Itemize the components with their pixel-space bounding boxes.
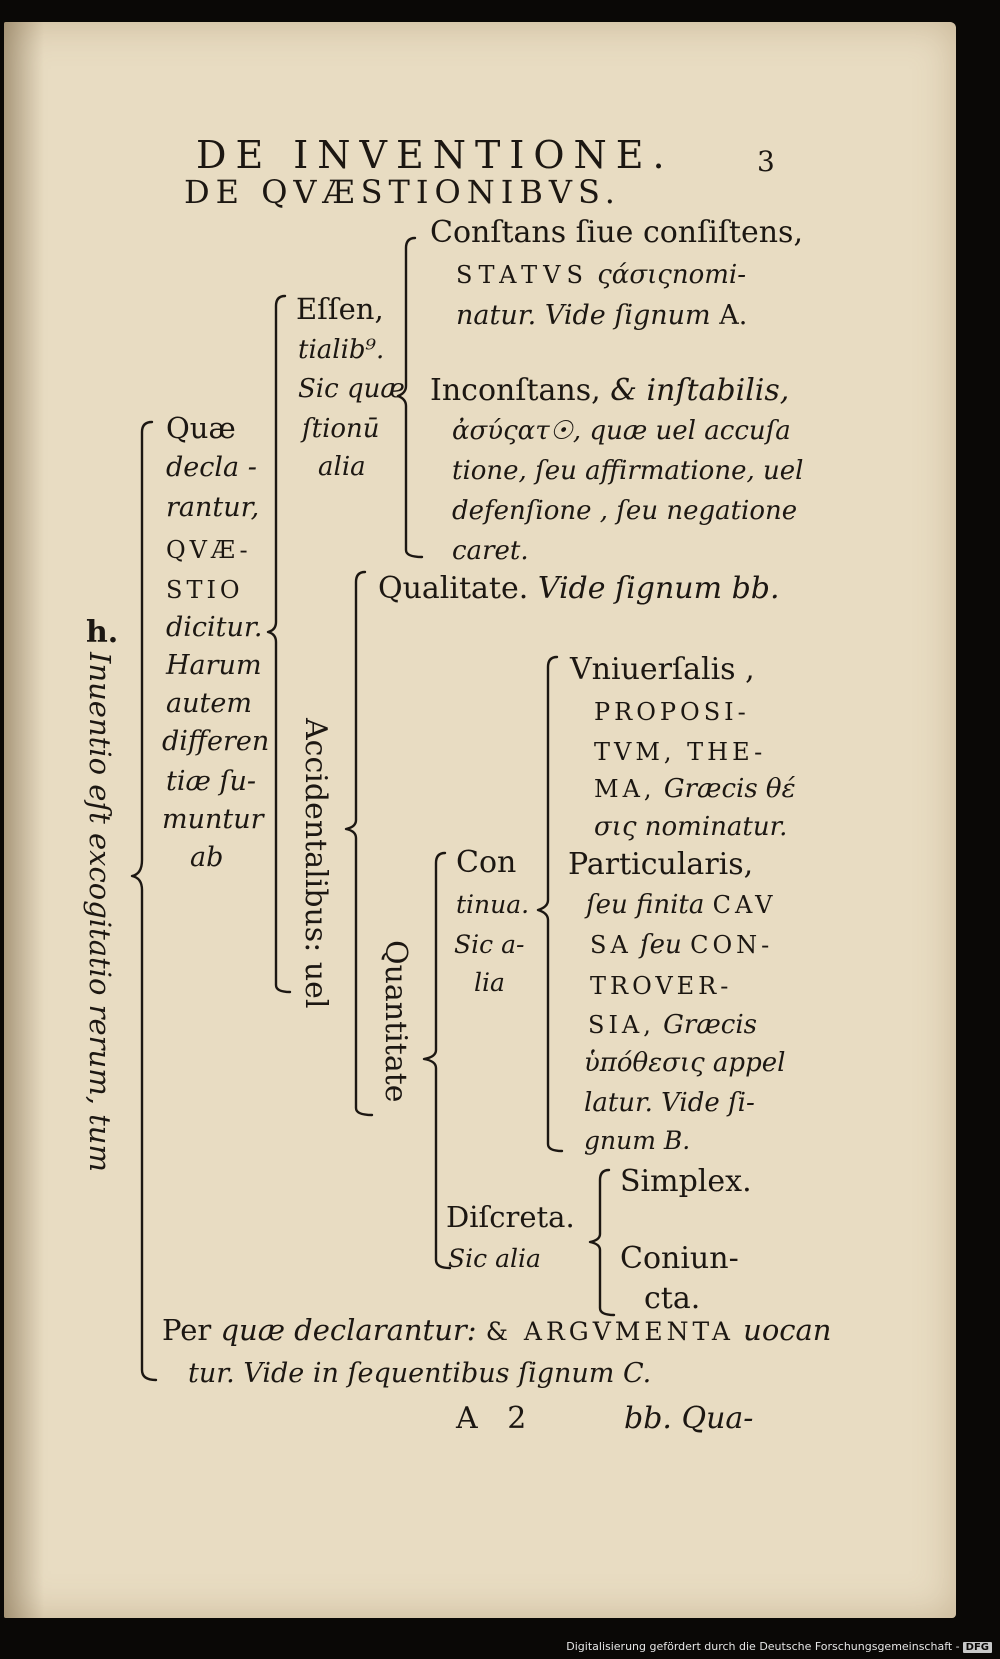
quae-line: differen	[162, 726, 270, 757]
essentialibus-line: tialib⁹.	[298, 335, 385, 365]
essentialibus-line: Sic quæ	[298, 374, 405, 404]
quae-line: ab	[190, 842, 224, 873]
bracket-continua	[538, 657, 562, 1151]
discreta-sic-alia: Sic alia	[448, 1244, 541, 1273]
graecis-thesis: Græcis θέ	[663, 774, 796, 804]
inconstans-word: Inconſtans,	[430, 373, 601, 408]
particularis-line-4: TROVER-	[590, 972, 733, 1000]
particularis-line-6: ὑπόθεσις appel	[584, 1048, 786, 1078]
quae-line: muntur	[162, 804, 264, 835]
quae-line: STIO	[166, 576, 244, 604]
qualitate-line	[378, 571, 780, 606]
quae-line: tiæ ſu-	[166, 766, 256, 797]
per-word: Per	[162, 1313, 212, 1347]
constans-line-2	[456, 262, 746, 288]
quae-line: decla -	[166, 452, 257, 483]
qualitate-vide-signum: Vide ſignum bb.	[537, 571, 780, 606]
inconstans-line-5: caret.	[452, 536, 529, 566]
vniuersalis-line-5: σις nominatur.	[594, 812, 788, 842]
inventio-definition: Inuentio eſt excogitatio rerum, tum	[83, 652, 117, 1172]
continua-line: tinua.	[456, 890, 530, 919]
bracket-discreta	[590, 1170, 614, 1315]
coniuncta-line-2: cta.	[644, 1281, 701, 1316]
sia-caps: SIA,	[588, 1011, 655, 1039]
catchword: bb. Qua-	[624, 1401, 754, 1436]
seu-finita: ſeu finita	[586, 890, 705, 920]
page-number: 3	[757, 145, 775, 178]
inconstans-line-1	[430, 373, 790, 408]
vniuersalis-line-3: TVM, THE-	[594, 738, 767, 766]
continua-line: Sic a-	[454, 930, 525, 959]
bracket-accidentalibus	[346, 572, 372, 1115]
particularis-line-8: gnum B.	[584, 1126, 691, 1155]
argumenta-line-2	[188, 1360, 651, 1387]
sa-caps: SA	[590, 931, 632, 959]
quae-line: Harum	[166, 650, 262, 681]
essentialibus-line: alia	[318, 452, 366, 482]
signature-mark: A 2	[456, 1401, 537, 1436]
argumenta-caps: & ARGVMENTA	[485, 1317, 734, 1346]
accidentalibus-label: Accidentalibus: uel	[298, 718, 333, 1009]
vniuersalis-line-4	[594, 776, 796, 802]
status-greek: ςάσις	[597, 260, 672, 290]
ma-caps: MA,	[594, 775, 656, 803]
status-nominatur: nomi-	[671, 260, 746, 290]
continua-line: Con	[456, 845, 517, 880]
inconstans-line-3: tione, ſeu affirmatione, uel	[452, 456, 804, 486]
quae-declarantur: quæ declarantur:	[220, 1313, 477, 1347]
causa-caps: CAV	[712, 891, 777, 919]
quae-line: Quæ	[166, 411, 236, 445]
essentialibus-line: ſtionū	[302, 414, 380, 444]
particularis-line-7: latur. Vide ſi-	[584, 1088, 755, 1118]
uocan-word: uocan	[743, 1313, 832, 1347]
quae-line: QVÆ-	[166, 536, 252, 564]
status-caps: STATVS	[456, 261, 589, 289]
quae-line: autem	[166, 688, 252, 719]
vide-signum-c: Vide in ſequentibus ſignum C.	[243, 1358, 652, 1389]
digitization-credit	[566, 1640, 992, 1653]
instabilis-word: & inſtabilis,	[610, 373, 790, 408]
vniuersalis-line-2: PROPOSI-	[594, 698, 750, 726]
particularis-line-1: Particularis,	[568, 847, 754, 882]
margin-mark: h.	[86, 615, 119, 650]
inconstans-line-2: ἀσύςατ☉, quæ uel accuſa	[452, 416, 791, 446]
particularis-line-2	[586, 892, 776, 918]
particularis-line-5	[588, 1012, 757, 1038]
natur-word: natur.	[456, 300, 537, 331]
simplex-word: Simplex.	[620, 1164, 752, 1199]
coniuncta-line-1: Coniun-	[620, 1241, 739, 1276]
vniuersalis-line-1: Vniuerſalis ,	[570, 652, 755, 687]
signum-a: A.	[719, 300, 748, 331]
tur-word: tur.	[188, 1358, 235, 1389]
seu-word: ſeu	[640, 930, 682, 960]
constans-line-1: Conſtans ſiue conſiſtens,	[430, 215, 803, 250]
vide-signum: Vide ſignum	[544, 300, 711, 331]
inconstans-line-4: defenſione , ſeu negatione	[452, 496, 798, 526]
particularis-line-3	[590, 932, 773, 958]
bracket-main	[132, 422, 156, 1380]
con-caps: CON-	[690, 931, 774, 959]
quantitate-label: Quantitate	[378, 940, 413, 1103]
essentialibus-line: Eſſen,	[296, 292, 384, 326]
qualitate-word: Qualitate.	[378, 571, 529, 606]
quae-line: rantur,	[166, 492, 260, 523]
running-title: DE INVENTIONE.	[196, 133, 674, 177]
bracket-quae	[268, 296, 290, 992]
discreta-word: Diſcreta.	[446, 1200, 575, 1234]
graecis-word: Græcis	[663, 1010, 758, 1040]
constans-line-3	[456, 302, 747, 329]
section-subtitle: DE QVÆSTIONIBVS.	[184, 173, 621, 211]
dfg-logo: DFG	[963, 1642, 992, 1653]
quae-line: dicitur.	[166, 612, 263, 643]
argumenta-line-1	[162, 1313, 832, 1347]
continua-line: lia	[474, 968, 505, 997]
credit-text: Digitalisierung gefördert durch die Deutsche Forschungsgemeinschaft -	[566, 1640, 960, 1653]
